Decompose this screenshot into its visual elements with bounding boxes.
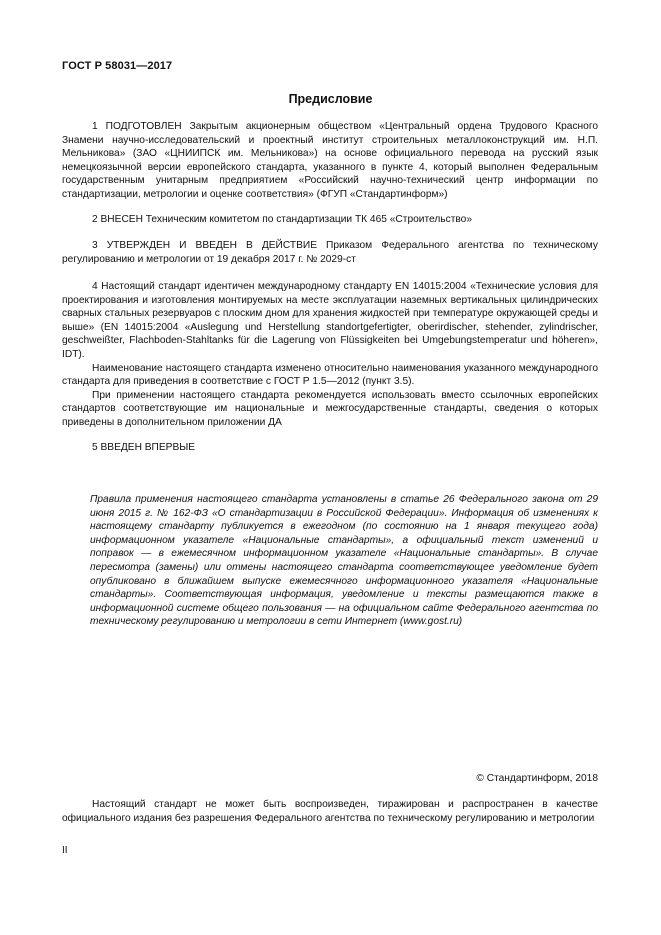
section-4-block xyxy=(62,280,598,430)
copyright-line: © Стандартинформ, 2018 xyxy=(476,773,598,784)
section-4-name-note: Наименование настоящего стандарта изменено относительно наименования указанного международного стандарта для приведения в соответствие с ГОСТ Р 1.5—2012 (пункт 3.5). xyxy=(62,362,598,388)
document-header: ГОСТ Р 58031—2017 xyxy=(62,60,173,72)
section-1-paragraph: 1 ПОДГОТОВЛЕН Закрытым акционерным обществом «Центральный ордена Трудового Красного Знамени научно-исследовательский и проектный институт строительных металлоконструкций им. Н.П. Мельникова» (ЗАО «ЦНИИПСК им. Мельникова») на основе официального перевода на русский язык немецкоязычной версии европейского стандарта, указанного в пункте 4, который выполнен Федеральным государственным унитарным предприятием «Российский научно-технический центр информации по стандартизации, метрологии и оценке соответствия» (ФГУП «Стандартинформ») xyxy=(62,121,598,200)
reproduction-notice: Настоящий стандарт не может быть воспроизведен, тиражирован и распространен в качестве официального издания без разрешения Федерального агентства по техническому регулированию и метрологии xyxy=(62,799,598,824)
section-4-references-note: При применении настоящего стандарта рекомендуется использовать вместо ссылочных европейских стандартов соответствующие им национальные и межгосударственные стандарты, сведения о которых приведены в дополнительном приложении ДА xyxy=(62,389,598,428)
section-3-paragraph: 3 УТВЕРЖДЕН И ВВЕДЕН В ДЕЙСТВИЕ Приказом Федерального агентства по техническому регулированию и метрологии от 19 декабря 2017 г. № 2029-ст xyxy=(62,240,598,265)
section-2-paragraph: 2 ВНЕСЕН Техническим комитетом по стандартизации ТК 465 «Строительство» xyxy=(92,214,472,225)
rules-notice: Правила применения настоящего стандарта установлены в статье 26 Федерального закона от 29 июня 2015 г. № 162-ФЗ «О стандартизации в Российской Федерации». Информация об изменениях к настоящему стандарту публикуется в ежегодном (по состоянию на 1 января текущего года) информационном указателе «Национальные стандарты», а официальный текст изменений и поправок — в ежемесячном информационном указателе «Национальные стандарты». В случае пересмотра (замены) или отмены настоящего стандарта соответствующее уведомление будет опубликовано в ближайшем выпуске ежемесячного информационного указателя «Национальные стандарты». Соответствующая информация, уведомление и тексты размещаются также в информационной системе общего пользования — на официальном сайте Федерального агентства по техническому регулированию и метрологии в сети Интернет (www.gost.ru) xyxy=(90,494,598,628)
section-5-paragraph: 5 ВВЕДЕН ВПЕРВЫЕ xyxy=(92,442,196,453)
section-4-paragraph: 4 Настоящий стандарт идентичен международному стандарту EN 14015:2004 «Технические условия для проектирования и изготовления монтируемых на месте эксплуатации наземных вертикальных цилиндрических сварных стальных резервуаров с плоским дном для хранения жидкостей при температуре окружающей среды и выше» (EN 14015:2004 «Auslegung und Herstellung standortgefertigter, oberirdischer, stehender, zylindrischer, geschweißter, Flachboden-Stahltanks für die Lagerung von Flüssigkeiten bei Umgebungstemperatur und höheren», IDT). xyxy=(62,281,598,360)
page-title: Предисловие xyxy=(288,92,373,106)
page-number: II xyxy=(62,845,68,856)
